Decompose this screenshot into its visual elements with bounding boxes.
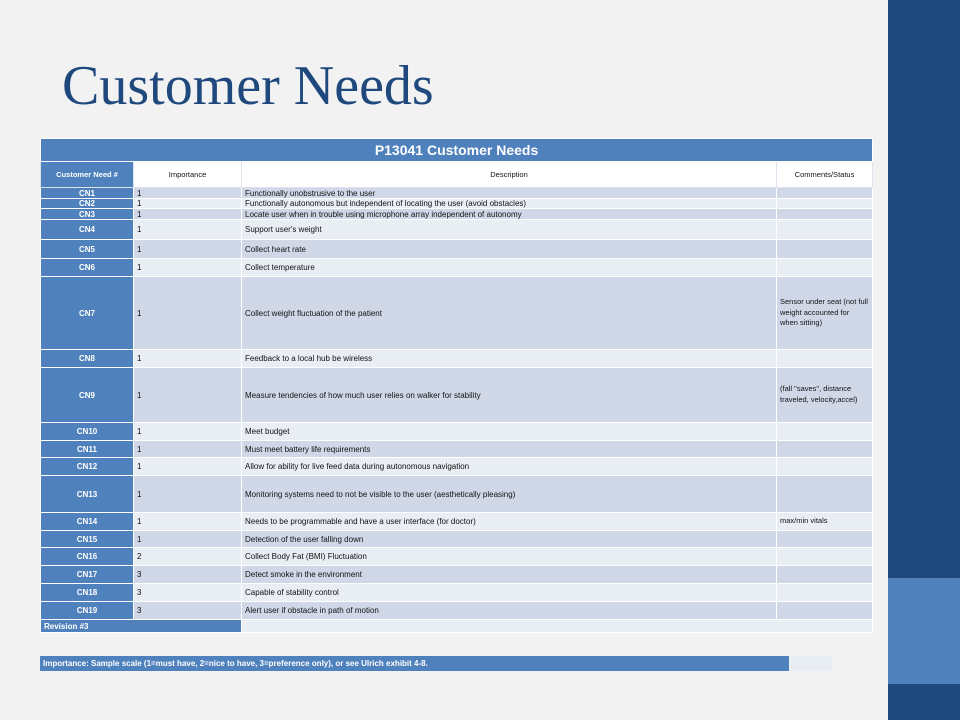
comments-cell — [777, 209, 873, 220]
comments-cell — [777, 240, 873, 259]
table-row — [41, 531, 873, 548]
importance-cell: 3 — [134, 602, 242, 620]
customer-need-id: CN19 — [41, 602, 134, 620]
importance-cell: 1 — [134, 188, 242, 199]
description-cell: Support user's weight — [242, 220, 777, 240]
customer-need-id: CN14 — [41, 513, 134, 531]
importance-cell: 1 — [134, 209, 242, 220]
comments-cell — [777, 531, 873, 548]
importance-cell: 2 — [134, 548, 242, 566]
description-cell: Collect temperature — [242, 259, 777, 277]
description-cell: Functionally autonomous but independent of locating the user (avoid obstacles) — [242, 199, 777, 209]
table-header-row — [41, 162, 873, 188]
revision-label: Revision #3 — [41, 620, 242, 633]
importance-cell: 1 — [134, 441, 242, 458]
importance-cell: 1 — [134, 199, 242, 209]
table-row — [41, 368, 873, 423]
importance-cell: 1 — [134, 368, 242, 423]
table-row — [41, 566, 873, 584]
comments-cell — [777, 188, 873, 199]
description-cell: Feedback to a local hub be wireless — [242, 350, 777, 368]
description-cell: Monitoring systems need to not be visible to the user (aesthetically pleasing) — [242, 476, 777, 513]
customer-need-id: CN18 — [41, 584, 134, 602]
header-comments-status: Comments/Status — [777, 162, 873, 188]
table-row — [41, 277, 873, 350]
table-row — [41, 548, 873, 566]
comments-cell — [777, 548, 873, 566]
importance-cell: 1 — [134, 458, 242, 476]
table-row — [41, 584, 873, 602]
comments-cell — [777, 220, 873, 240]
customer-need-id: CN2 — [41, 199, 134, 209]
description-cell: Alert user if obstacle in path of motion — [242, 602, 777, 620]
customer-need-id: CN16 — [41, 548, 134, 566]
revision-row — [41, 620, 873, 633]
table-banner: P13041 Customer Needs — [41, 139, 873, 162]
comments-cell — [777, 441, 873, 458]
footnote-end-cell — [790, 656, 832, 671]
comments-cell — [777, 602, 873, 620]
importance-cell: 1 — [134, 423, 242, 441]
customer-need-id: CN5 — [41, 240, 134, 259]
table-row — [41, 199, 873, 209]
description-cell: Locate user when in trouble using microphone array independent of autonomy — [242, 209, 777, 220]
importance-footnote: Importance: Sample scale (1=must have, 2=nice to have, 3=preference only), or see Ulrich exhibit 4-8. — [40, 656, 789, 671]
table-row — [41, 259, 873, 277]
customer-needs-table — [40, 138, 872, 633]
description-cell: Detection of the user falling down — [242, 531, 777, 548]
customer-need-id: CN11 — [41, 441, 134, 458]
table-row — [41, 441, 873, 458]
customer-need-id: CN7 — [41, 277, 134, 350]
table-row — [41, 209, 873, 220]
table-row — [41, 476, 873, 513]
description-cell: Detect smoke in the environment — [242, 566, 777, 584]
description-cell: Meet budget — [242, 423, 777, 441]
importance-cell: 3 — [134, 584, 242, 602]
importance-cell: 1 — [134, 513, 242, 531]
description-cell: Needs to be programmable and have a user interface (for doctor) — [242, 513, 777, 531]
comments-cell: max/min vitals — [777, 513, 873, 531]
table-row — [41, 350, 873, 368]
customer-need-id: CN15 — [41, 531, 134, 548]
table-row — [41, 240, 873, 259]
description-cell: Collect heart rate — [242, 240, 777, 259]
table-row — [41, 423, 873, 441]
customer-need-id: CN13 — [41, 476, 134, 513]
table-row — [41, 602, 873, 620]
table-banner-row — [41, 139, 873, 162]
table-row — [41, 513, 873, 531]
description-cell: Measure tendencies of how much user relies on walker for stability — [242, 368, 777, 423]
customer-need-id: CN3 — [41, 209, 134, 220]
customer-need-id: CN1 — [41, 188, 134, 199]
comments-cell — [777, 199, 873, 209]
customer-need-id: CN17 — [41, 566, 134, 584]
customer-need-id: CN9 — [41, 368, 134, 423]
comments-cell — [777, 350, 873, 368]
customer-need-id: CN4 — [41, 220, 134, 240]
importance-cell: 1 — [134, 220, 242, 240]
comments-cell — [777, 458, 873, 476]
description-cell: Allow for ability for live feed data during autonomous navigation — [242, 458, 777, 476]
customer-need-id: CN12 — [41, 458, 134, 476]
comments-cell — [777, 423, 873, 441]
header-customer-need: Customer Need # — [41, 162, 134, 188]
table-row — [41, 220, 873, 240]
description-cell: Capable of stability control — [242, 584, 777, 602]
comments-cell — [777, 476, 873, 513]
comments-cell: Sensor under seat (not full weight accounted for when sitting) — [777, 277, 873, 350]
customer-need-id: CN8 — [41, 350, 134, 368]
importance-cell: 1 — [134, 240, 242, 259]
side-accent-block — [888, 578, 960, 684]
importance-cell: 1 — [134, 350, 242, 368]
description-cell: Collect weight fluctuation of the patient — [242, 277, 777, 350]
importance-cell: 1 — [134, 277, 242, 350]
customer-need-id: CN10 — [41, 423, 134, 441]
revision-blank — [242, 620, 873, 633]
importance-cell: 3 — [134, 566, 242, 584]
comments-cell: (fall "saves", distance traveled, velocity,accel) — [777, 368, 873, 423]
description-cell: Functionally unobstrusive to the user — [242, 188, 777, 199]
table-row — [41, 458, 873, 476]
slide-title: Customer Needs — [62, 55, 434, 117]
comments-cell — [777, 566, 873, 584]
header-importance: Importance — [134, 162, 242, 188]
comments-cell — [777, 259, 873, 277]
table-row — [41, 188, 873, 199]
importance-cell: 1 — [134, 476, 242, 513]
header-description: Description — [242, 162, 777, 188]
comments-cell — [777, 584, 873, 602]
customer-need-id: CN6 — [41, 259, 134, 277]
description-cell: Collect Body Fat (BMI) Fluctuation — [242, 548, 777, 566]
importance-cell: 1 — [134, 259, 242, 277]
description-cell: Must meet battery life requirements — [242, 441, 777, 458]
importance-cell: 1 — [134, 531, 242, 548]
